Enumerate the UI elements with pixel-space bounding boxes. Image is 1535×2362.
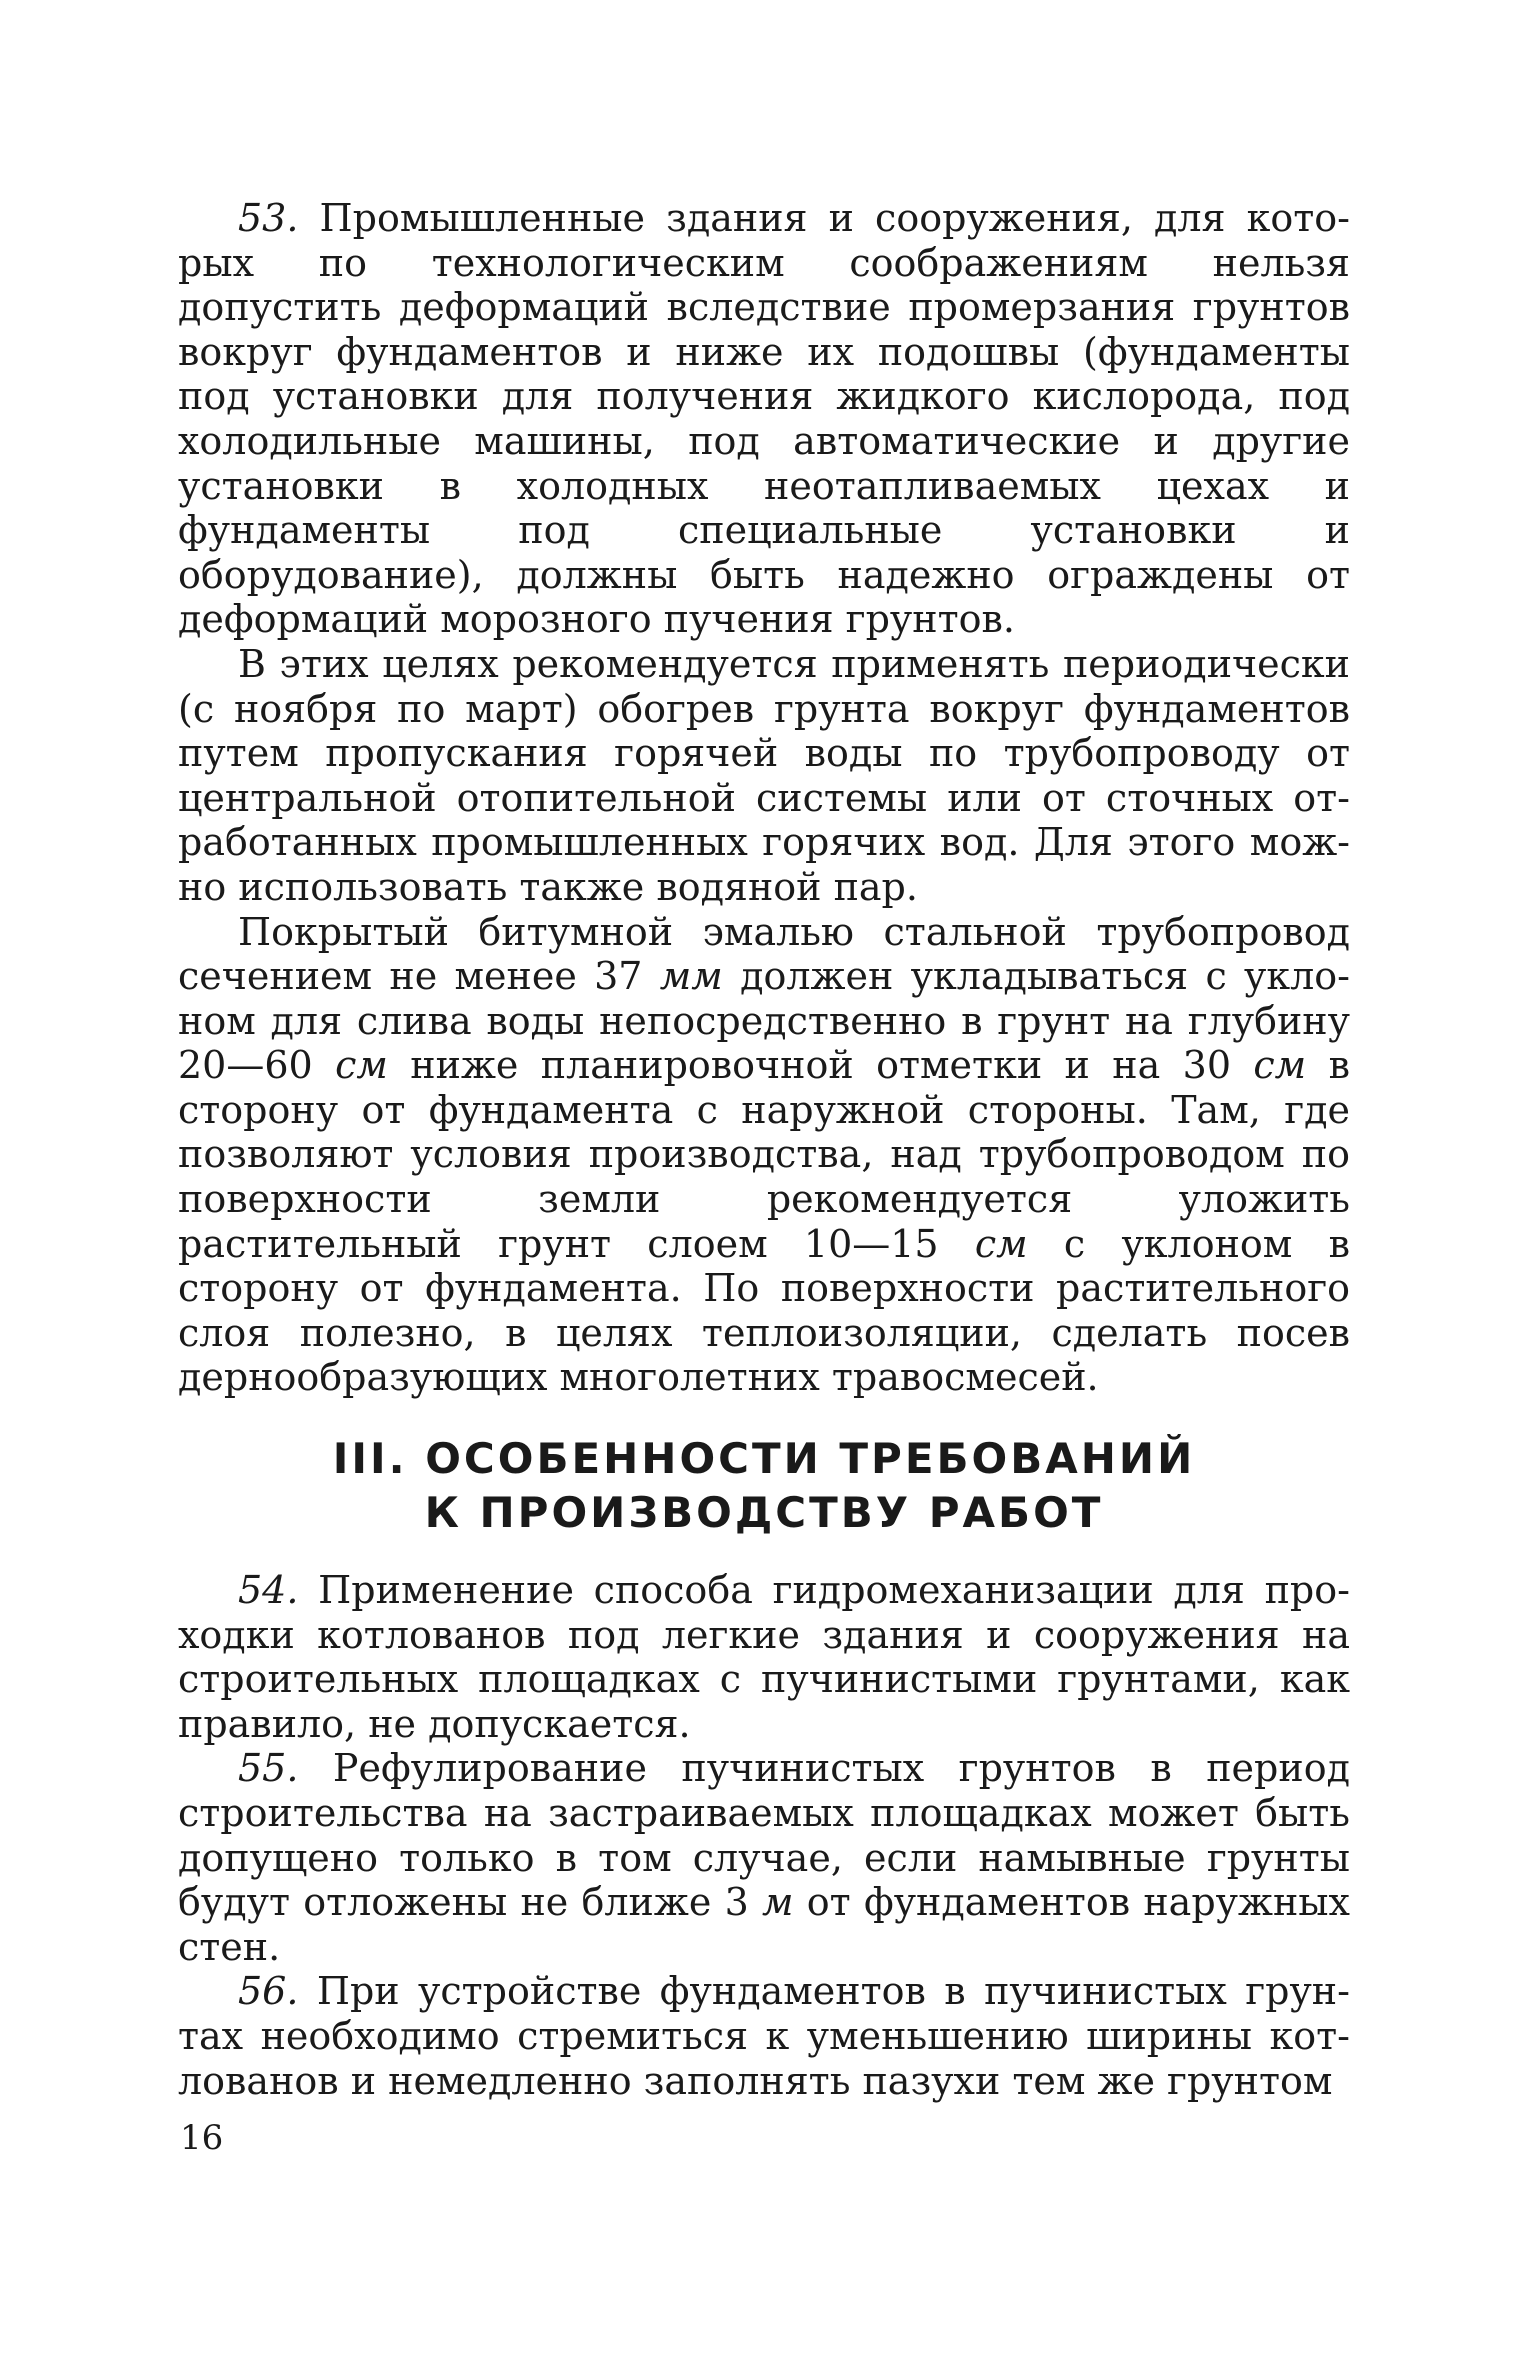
paragraph-54 [178, 1568, 1350, 1746]
section-heading [178, 1432, 1350, 1540]
paragraph-53 [178, 196, 1350, 642]
text-run: от фундаментов наружных стен. [178, 1880, 1350, 1969]
unit-label: м [762, 1880, 794, 1925]
page-number: 16 [180, 2118, 224, 2158]
unit-label: мм [659, 954, 723, 999]
paragraph-56 [178, 1969, 1350, 2103]
text-run: с уклоном в сторону от фундамента. По поверхности растительного слоя полезно, в целях теплоизоляции, сделать посев дернообразующих многолетних травосмесей. [178, 1221, 1350, 1400]
paragraph-number: 55. [238, 1746, 299, 1791]
text-run: Покрытый битумной эмалью стальной трубопровод сечением не менее 37 [178, 909, 1350, 999]
body-text-upper [178, 196, 1350, 1400]
paragraph-text: Промышленные здания и сооружения, для которых по технологическим соображениям нельзя допустить деформаций вследствие промерзания грунтов вокруг фундаментов и ниже их подошвы (фундаменты под установки для получения жидкого кислорода, под холодильные машины, под автоматические и другие установки в холодных неотапливаемых цехах и фундаменты под специальные установки и оборудование), должны быть надежно ограждены от деформаций морозного пучения грунтов. [178, 196, 1350, 642]
paragraph-number: 56. [238, 1969, 299, 2014]
paragraph-53-pipe [178, 910, 1350, 1401]
paragraph-53-heating [178, 642, 1350, 910]
section-heading-line-2: К ПРОИЗВОДСТВУ РАБОТ [424, 1488, 1104, 1537]
paragraph-number: 53. [238, 196, 299, 240]
section-heading-line-1: III. ОСОБЕННОСТИ ТРЕБОВАНИЙ [332, 1434, 1196, 1483]
body-text-lower [178, 1568, 1350, 2103]
paragraph-55 [178, 1746, 1350, 1969]
text-run: ниже планировочной отметки и на 30 [387, 1043, 1254, 1088]
paragraph-number: 54. [238, 1568, 299, 1612]
paragraph-text: При устройстве фундаментов в пучинистых грунтах необходимо стремиться к уменьшению ширины котлованов и немедленно заполнять пазухи тем же грунтом [178, 1969, 1350, 2103]
paragraph-text: Применение способа гидромеханизации для проходки котлованов под легкие здания и сооружения на строительных площадках с пучинистыми грунтами, как правило, не допускается. [178, 1568, 1350, 1746]
unit-label: см [335, 1043, 388, 1088]
unit-label: см [1253, 1043, 1307, 1088]
unit-label: см [974, 1221, 1028, 1266]
text-run: в сторону от фундамента с наружной стороны. Там, где позволяют условия производства, над трубопроводом по поверхности земли рекомендуется уложить растительный грунт слоем 10—15 [178, 1043, 1350, 1266]
paragraph-text: В этих целях рекомендуется применять периодически (с ноября по март) обогрев грунта вокруг фундаментов путем пропускания горячей воды по трубопроводу от центральной отопительной системы или от сточных отработанных промышленных горячих вод. Для этого можно использовать также водяной пар. [178, 641, 1350, 909]
text-run: должен укладываться с уклоном для слива воды непосредственно в грунт на глубину 20—60 [178, 954, 1350, 1088]
text-run: Рефулирование пучинистых грунтов в период строительства на застраиваемых площадках может быть допущено только в том случае, если намывные грунты будут отложены не ближе 3 [178, 1746, 1350, 1925]
